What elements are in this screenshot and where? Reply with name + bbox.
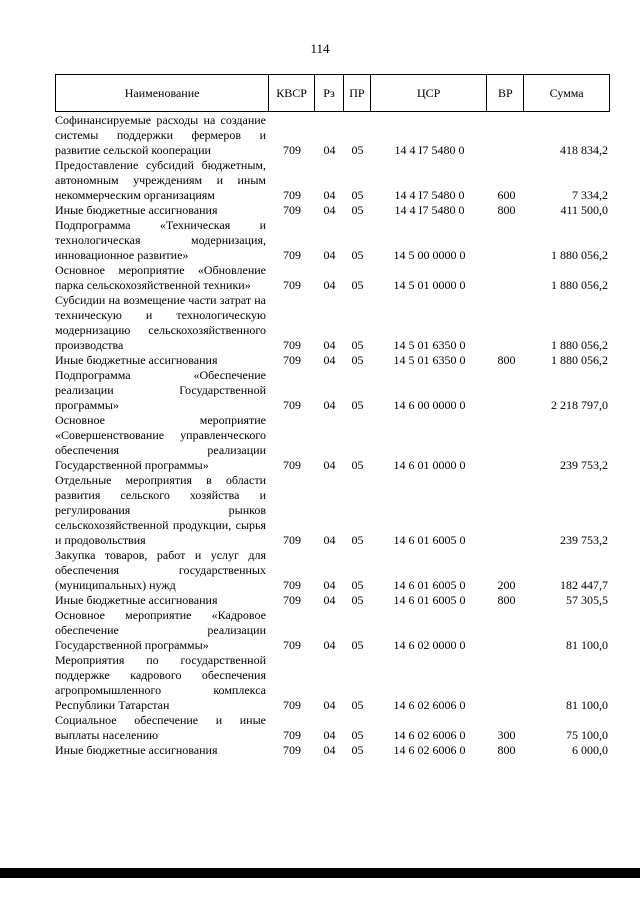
header-sum: Сумма [549, 85, 584, 100]
row-pr: 05 [351, 353, 364, 367]
row-rz: 04 [323, 188, 336, 202]
row-name: Иные бюджетные ассигнования [55, 353, 218, 367]
row-pr: 05 [351, 278, 364, 292]
row-name: Отдельные мероприятия в области развития сельского хозяйства и регулирования рынков сельскохозяйственной продукции, сырья и продовольствия [55, 473, 266, 547]
row-kvsr: 709 [283, 578, 301, 592]
row-kvsr: 709 [283, 353, 301, 367]
row-kvsr: 709 [283, 188, 301, 202]
row-pr: 05 [351, 728, 364, 742]
header-rz: Рз [315, 75, 344, 111]
header-csr: ЦСР [371, 75, 488, 111]
header-name: Наименование [56, 75, 269, 111]
row-sum: 57 305,5 [566, 593, 608, 607]
row-name: Социальное обеспечение и иные выплаты населению [55, 713, 266, 742]
table-row [55, 473, 610, 548]
row-name: Закупка товаров, работ и услуг для обеспечения государственных (муниципальных) нужд [55, 548, 266, 592]
row-vr: 800 [497, 743, 516, 757]
table-row [55, 353, 610, 368]
table-row [55, 263, 610, 293]
row-sum: 418 834,2 [560, 143, 608, 157]
row-name: Иные бюджетные ассигнования [55, 203, 218, 217]
row-kvsr: 709 [283, 248, 301, 262]
row-name: Предоставление субсидий бюджетным, автономным учреждениям и иным некоммерческим организациям [55, 158, 266, 202]
row-pr: 05 [351, 533, 364, 547]
row-name: Основное мероприятие «Совершенствование управленческого обеспечения реализации Государственной программы» [55, 413, 266, 472]
row-rz: 04 [323, 143, 336, 157]
row-csr: 14 6 01 6005 0 [393, 578, 466, 592]
row-rz: 04 [323, 353, 336, 367]
row-pr: 05 [351, 398, 364, 412]
row-vr: 200 [497, 578, 516, 592]
row-rz: 04 [323, 698, 336, 712]
row-vr: 800 [497, 353, 516, 367]
row-sum: 1 880 056,2 [551, 353, 608, 367]
table-header [55, 74, 610, 112]
scan-bottom-edge [0, 868, 640, 878]
row-rz: 04 [323, 578, 336, 592]
table-body [55, 113, 610, 758]
row-kvsr: 709 [283, 203, 301, 217]
row-csr: 14 5 01 6350 0 [393, 338, 466, 352]
table-row [55, 743, 610, 758]
row-csr: 14 6 02 6006 0 [393, 698, 466, 712]
row-csr: 14 4 I7 5480 0 [394, 143, 465, 157]
row-csr: 14 6 01 0000 0 [393, 458, 466, 472]
row-vr: 600 [497, 188, 516, 202]
row-pr: 05 [351, 593, 364, 607]
row-pr: 05 [351, 638, 364, 652]
row-kvsr: 709 [283, 698, 301, 712]
row-sum: 81 100,0 [566, 698, 608, 712]
row-name: Иные бюджетные ассигнования [55, 743, 218, 757]
table-row [55, 653, 610, 713]
row-rz: 04 [323, 203, 336, 217]
row-csr: 14 6 02 6006 0 [393, 728, 466, 742]
table-row [55, 113, 610, 158]
table-row [55, 293, 610, 353]
row-name: Иные бюджетные ассигнования [55, 593, 218, 607]
row-pr: 05 [351, 578, 364, 592]
row-sum: 1 880 056,2 [551, 338, 608, 352]
row-kvsr: 709 [283, 338, 301, 352]
row-pr: 05 [351, 188, 364, 202]
row-csr: 14 6 02 0000 0 [393, 638, 466, 652]
table-row [55, 218, 610, 263]
row-rz: 04 [323, 278, 336, 292]
row-csr: 14 5 01 0000 0 [393, 278, 466, 292]
row-pr: 05 [351, 203, 364, 217]
row-pr: 05 [351, 698, 364, 712]
row-rz: 04 [323, 398, 336, 412]
row-rz: 04 [323, 338, 336, 352]
row-csr: 14 6 01 6005 0 [393, 533, 466, 547]
row-csr: 14 5 00 0000 0 [393, 248, 466, 262]
row-name: Основное мероприятие «Обновление парка сельскохозяйственной техники» [55, 263, 266, 292]
row-sum: 7 334,2 [572, 188, 608, 202]
header-kvsr: КВСР [269, 75, 315, 111]
row-rz: 04 [323, 248, 336, 262]
table-row [55, 593, 610, 608]
row-rz: 04 [323, 533, 336, 547]
row-sum: 1 880 056,2 [551, 278, 608, 292]
row-kvsr: 709 [283, 593, 301, 607]
page-number: 114 [310, 41, 330, 56]
row-pr: 05 [351, 338, 364, 352]
row-kvsr: 709 [283, 278, 301, 292]
table-row [55, 608, 610, 653]
row-name: Подпрограмма «Техническая и технологическая модернизация, инновационное развитие» [55, 218, 266, 262]
row-csr: 14 4 I7 5480 0 [394, 188, 465, 202]
table-row [55, 413, 610, 473]
row-csr: 14 6 00 0000 0 [393, 398, 466, 412]
table-row [55, 368, 610, 413]
row-rz: 04 [323, 593, 336, 607]
row-pr: 05 [351, 248, 364, 262]
row-rz: 04 [323, 743, 336, 757]
row-kvsr: 709 [283, 728, 301, 742]
header-pr: ПР [344, 75, 371, 111]
row-kvsr: 709 [283, 638, 301, 652]
row-vr: 300 [497, 728, 516, 742]
row-name: Подпрограмма «Обеспечение реализации Государственной программы» [55, 368, 266, 412]
row-vr: 800 [497, 593, 516, 607]
row-sum: 1 880 056,2 [551, 248, 608, 262]
row-kvsr: 709 [283, 398, 301, 412]
row-kvsr: 709 [283, 458, 301, 472]
row-rz: 04 [323, 638, 336, 652]
row-csr: 14 4 I7 5480 0 [394, 203, 465, 217]
row-name: Основное мероприятие «Кадровое обеспечение реализации Государственной программы» [55, 608, 266, 652]
row-sum: 81 100,0 [566, 638, 608, 652]
table-row [55, 548, 610, 593]
row-sum: 6 000,0 [572, 743, 608, 757]
table-row [55, 203, 610, 218]
row-sum: 75 100,0 [566, 728, 608, 742]
row-csr: 14 6 02 6006 0 [393, 743, 466, 757]
row-csr: 14 6 01 6005 0 [393, 593, 466, 607]
row-sum: 239 753,2 [560, 533, 608, 547]
row-sum: 182 447,7 [560, 578, 608, 592]
row-pr: 05 [351, 458, 364, 472]
row-kvsr: 709 [283, 533, 301, 547]
row-pr: 05 [351, 743, 364, 757]
row-sum: 411 500,0 [560, 203, 608, 217]
row-name: Мероприятия по государственной поддержке кадрового обеспечения агропромышленного комплекса Республики Татарстан [55, 653, 266, 712]
row-vr: 800 [497, 203, 516, 217]
row-rz: 04 [323, 728, 336, 742]
table-row [55, 713, 610, 743]
header-vr: ВР [487, 75, 524, 111]
row-sum: 239 753,2 [560, 458, 608, 472]
row-csr: 14 5 01 6350 0 [393, 353, 466, 367]
row-sum: 2 218 797,0 [551, 398, 608, 412]
row-kvsr: 709 [283, 143, 301, 157]
row-pr: 05 [351, 143, 364, 157]
row-rz: 04 [323, 458, 336, 472]
table-row [55, 158, 610, 203]
row-kvsr: 709 [283, 743, 301, 757]
row-name: Субсидии на возмещение части затрат на техническую и технологическую модернизацию сельскохозяйственного производства [55, 293, 266, 352]
row-name: Софинансируемые расходы на создание системы поддержки фермеров и развитие сельской кооперации [55, 113, 266, 157]
